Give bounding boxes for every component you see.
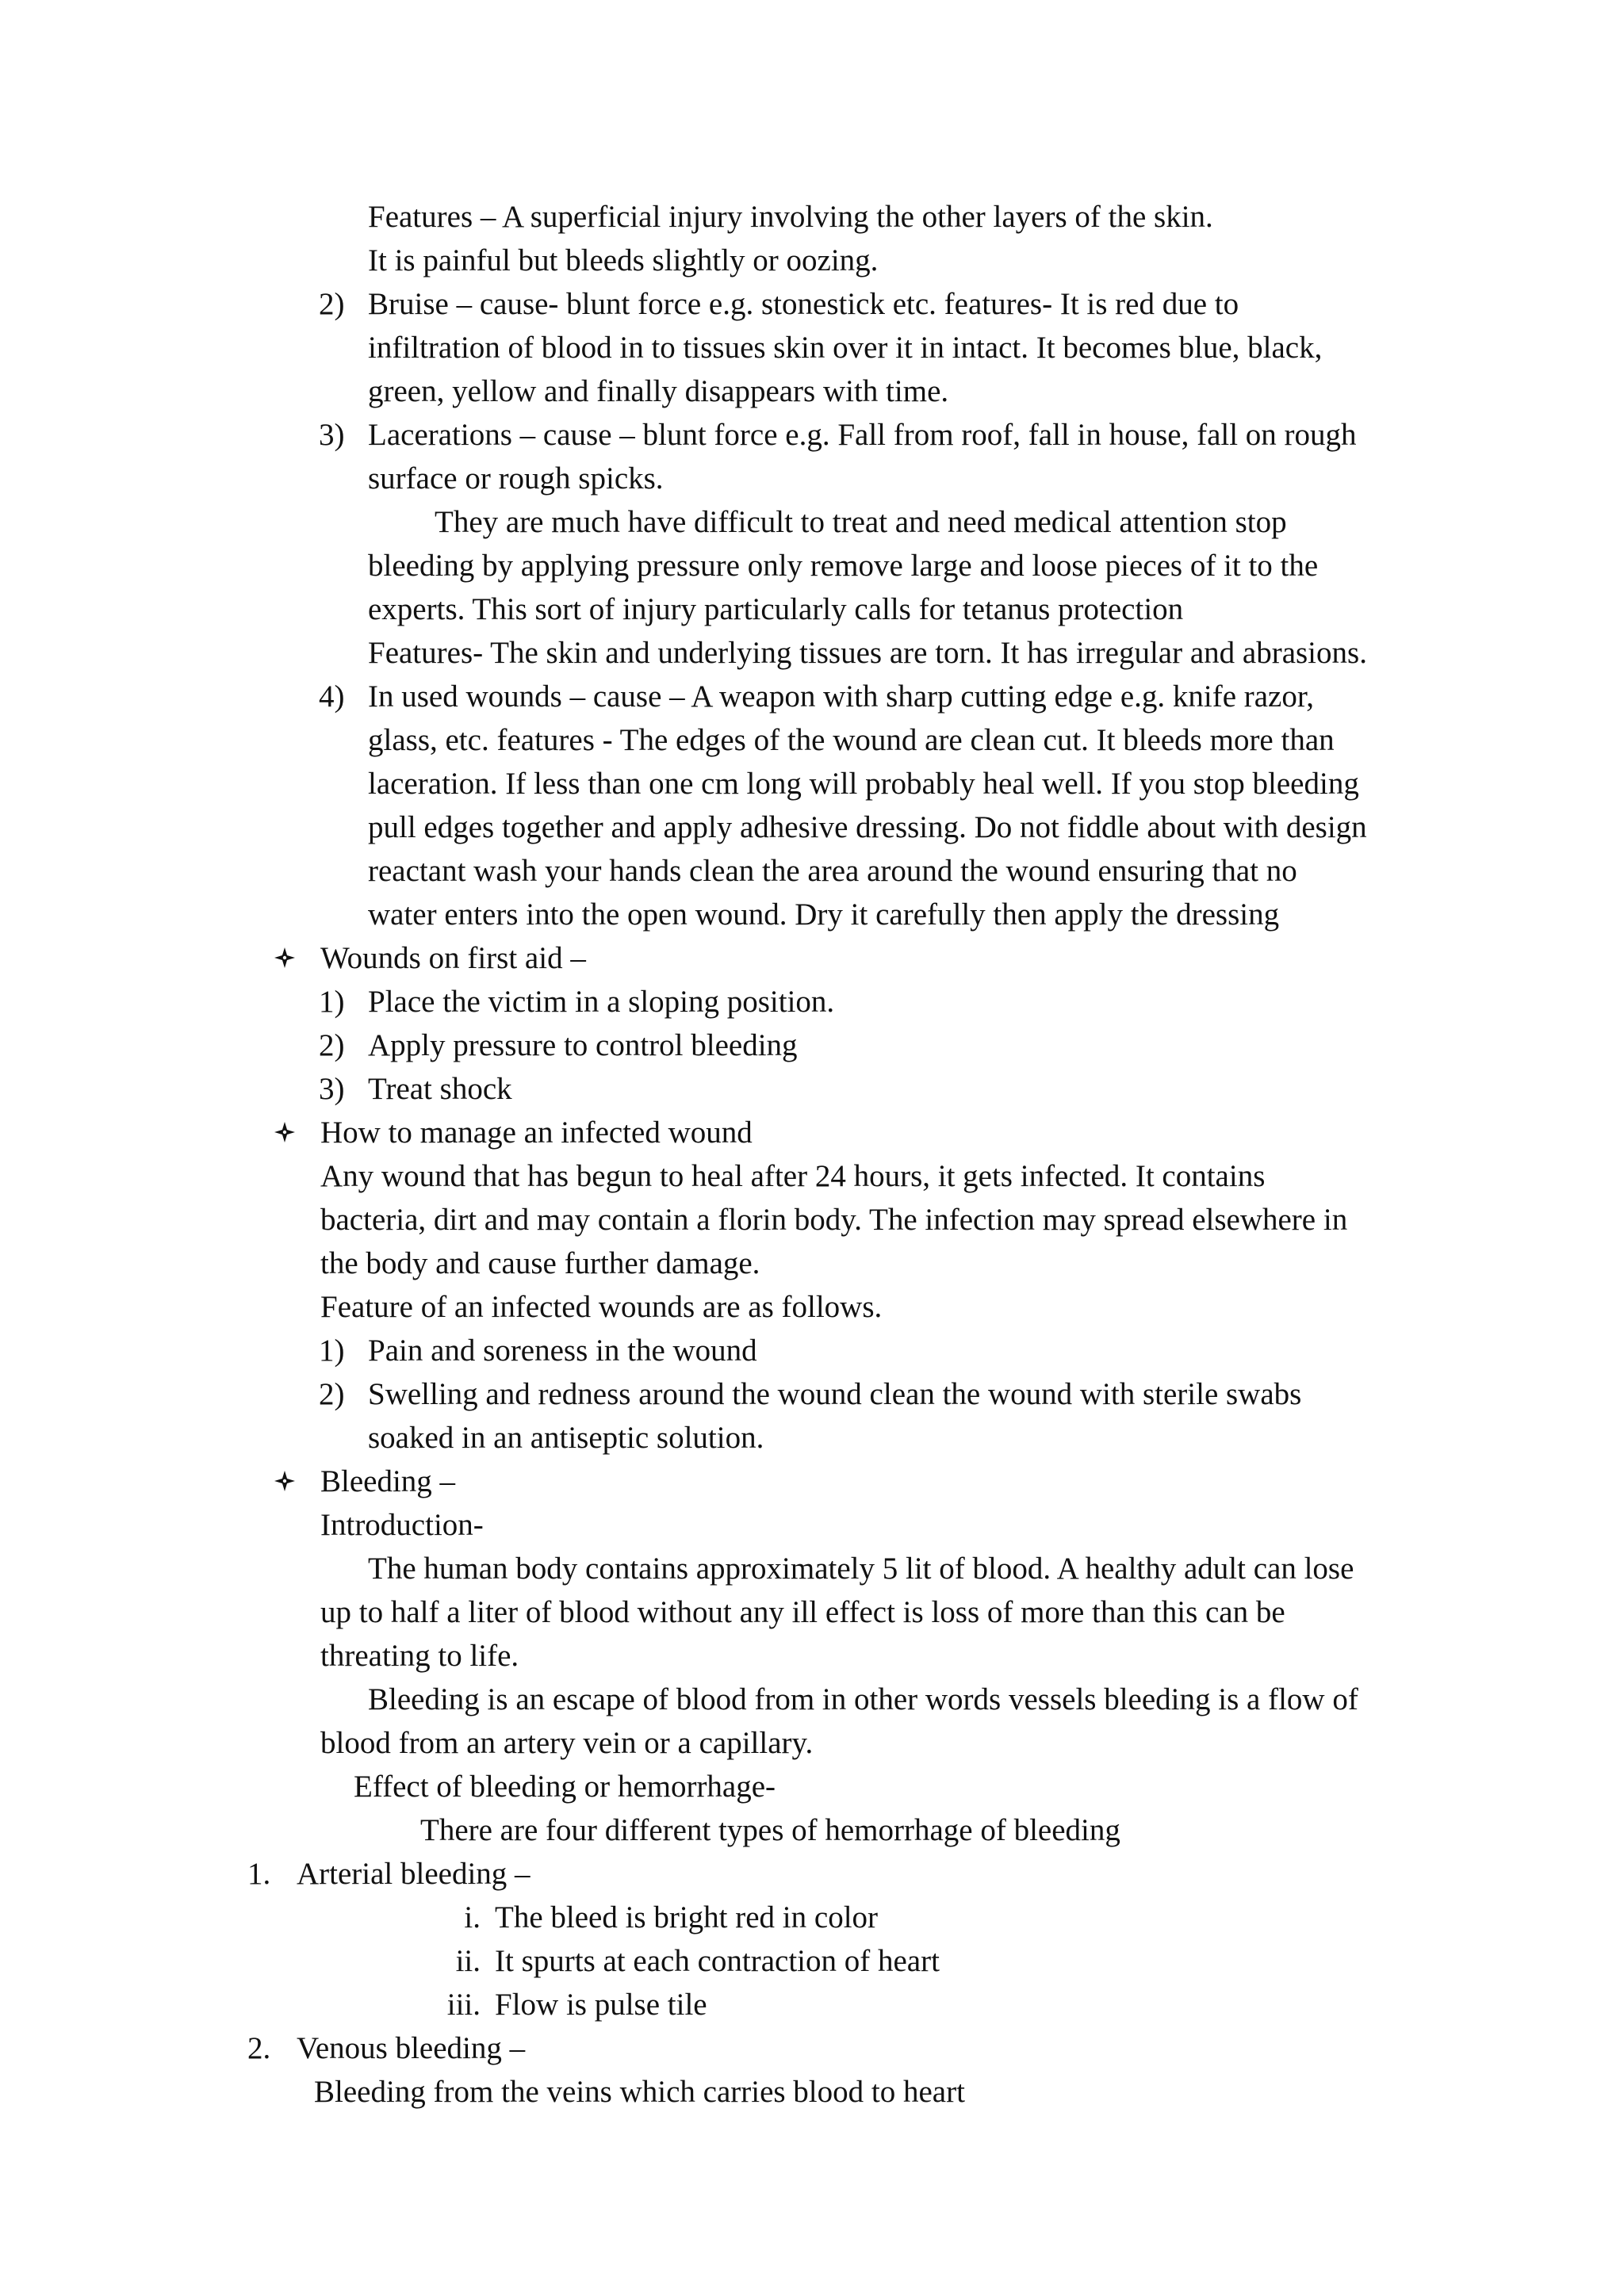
lacerations-line-3: They are much have difficult to treat and need medical attention stop: [435, 505, 1287, 539]
arterial-numeral-2: ii.: [455, 1944, 481, 1978]
infected-number-1: 1): [319, 1334, 345, 1368]
bruise-line-1: Bruise – cause- blunt force e.g. stonestick etc. features- It is red due to: [368, 287, 1239, 321]
abrasion-features-line-1: Features – A superficial injury involving the other layers of the skin.: [368, 200, 1213, 234]
incised-line-5: reactant wash your hands clean the area around the wound ensuring that no: [368, 854, 1297, 888]
infected-item-2-line-2: soaked in an antiseptic solution.: [368, 1421, 764, 1455]
arterial-title: Arterial bleeding –: [297, 1857, 530, 1891]
incised-line-2: glass, etc. features - The edges of the wound are clean cut. It bleeds more than: [368, 723, 1335, 757]
bruise-line-3: green, yellow and finally disappears with time.: [368, 374, 949, 408]
incised-line-3: laceration. If less than one cm long will probably heal well. If you stop bleeding: [368, 767, 1359, 801]
hemorrhage-types-intro: There are four different types of hemorrhage of bleeding: [420, 1813, 1120, 1847]
bleeding-heading: Bleeding –: [320, 1464, 456, 1498]
diamond-bullet-icon: [274, 1471, 295, 1491]
bleeding-para1-line-2: up to half a liter of blood without any ill effect is loss of more than this can be: [320, 1595, 1285, 1629]
abrasion-features-line-2: It is painful but bleeds slightly or oozing.: [368, 243, 879, 277]
lacerations-line-5: experts. This sort of injury particularly calls for tetanus protection: [368, 592, 1184, 626]
first-aid-heading: Wounds on first aid –: [320, 941, 586, 975]
incised-line-4: pull edges together and apply adhesive dressing. Do not fiddle about with design: [368, 810, 1367, 844]
arterial-point-1: The bleed is bright red in color: [495, 1900, 879, 1934]
venous-number: 2.: [247, 2031, 271, 2065]
bleeding-para1-line-1: The human body contains approximately 5 lit of blood. A healthy adult can lose: [368, 1552, 1354, 1586]
arterial-numeral-3: iii.: [446, 1988, 481, 2022]
first-aid-number-2: 2): [319, 1028, 345, 1062]
venous-title: Venous bleeding –: [297, 2031, 526, 2065]
diamond-bullet-icon: [274, 1122, 295, 1142]
infected-item-1: Pain and soreness in the wound: [368, 1334, 757, 1368]
first-aid-item-2: Apply pressure to control bleeding: [368, 1028, 798, 1062]
infected-para-line-1: Any wound that has begun to heal after 24 hours, it gets infected. It contains: [320, 1159, 1266, 1193]
infected-item-2-line-1: Swelling and redness around the wound clean the wound with sterile swabs: [368, 1377, 1302, 1411]
list-number-incised: 4): [319, 679, 345, 714]
arterial-point-2: It spurts at each contraction of heart: [495, 1944, 940, 1978]
lacerations-line-2: surface or rough spicks.: [368, 461, 664, 496]
diamond-bullet-icon: [274, 947, 295, 968]
infected-para-line-2: bacteria, dirt and may contain a florin body. The infection may spread elsewhere in: [320, 1203, 1348, 1237]
infected-number-2: 2): [319, 1377, 345, 1411]
incised-line-6: water enters into the open wound. Dry it carefully then apply the dressing: [368, 897, 1280, 932]
arterial-number: 1.: [247, 1857, 271, 1891]
infected-para-line-3: the body and cause further damage.: [320, 1246, 760, 1280]
first-aid-item-1: Place the victim in a sloping position.: [368, 985, 835, 1019]
lacerations-line-6: Features- The skin and underlying tissues are torn. It has irregular and abrasions.: [368, 636, 1367, 670]
list-number-bruise: 2): [319, 287, 345, 321]
list-number-lacerations: 3): [319, 418, 345, 452]
venous-description: Bleeding from the veins which carries blood to heart: [314, 2075, 965, 2109]
lacerations-line-4: bleeding by applying pressure only remove large and loose pieces of it to the: [368, 549, 1319, 583]
infected-wound-heading: How to manage an infected wound: [320, 1115, 753, 1150]
lacerations-line-1: Lacerations – cause – blunt force e.g. Fall from roof, fall in house, fall on rough: [368, 418, 1357, 452]
bleeding-para2-line-1: Bleeding is an escape of blood from in other words vessels bleeding is a flow of: [368, 1682, 1358, 1716]
bleeding-para1-line-3: threating to life.: [320, 1639, 519, 1673]
bleeding-intro-label: Introduction-: [320, 1508, 484, 1542]
first-aid-number-3: 3): [319, 1072, 345, 1106]
incised-line-1: In used wounds – cause – A weapon with sharp cutting edge e.g. knife razor,: [368, 679, 1315, 714]
first-aid-item-3: Treat shock: [368, 1072, 512, 1106]
first-aid-number-1: 1): [319, 985, 345, 1019]
effect-of-bleeding-label: Effect of bleeding or hemorrhage-: [354, 1770, 776, 1804]
bleeding-para2-line-2: blood from an artery vein or a capillary.: [320, 1726, 814, 1760]
arterial-numeral-1: i.: [464, 1900, 481, 1934]
arterial-point-3: Flow is pulse tile: [495, 1988, 707, 2022]
infected-features-intro: Feature of an infected wounds are as follows.: [320, 1290, 883, 1324]
bruise-line-2: infiltration of blood in to tissues skin over it in intact. It becomes blue, black,: [368, 331, 1323, 365]
